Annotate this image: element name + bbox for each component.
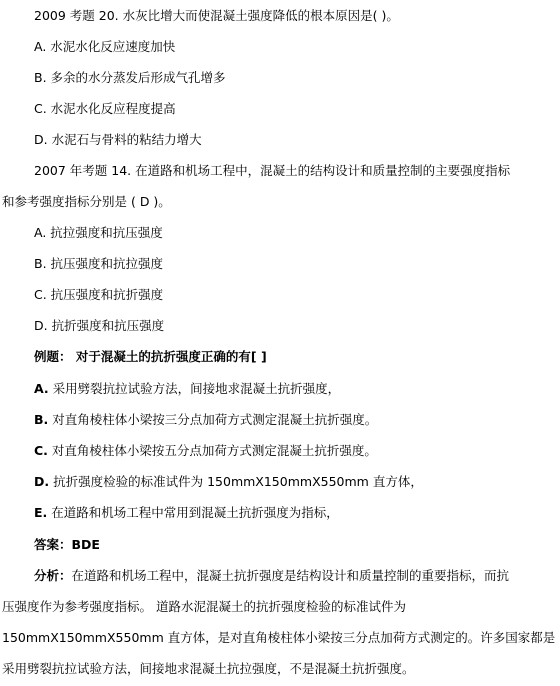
q1-stem: 2009 考题 20. 水灰比增大而使混凝土强度降低的根本原因是( )。: [34, 8, 399, 23]
analysis-text: 在道路和机场工程中，混凝土抗折强度是结构设计和质量控制的重要指标，而抗: [71, 568, 510, 583]
q1-option-c: C. 水泥水化反应程度提高: [34, 101, 176, 116]
example-option-letter: D.: [34, 474, 50, 489]
analysis-line-4: 采用劈裂抗拉试验方法，间接地求混凝土抗拉强度，不是混凝土抗折强度。: [2, 661, 415, 676]
q2-option-c: C. 抗压强度和抗折强度: [34, 287, 164, 302]
analysis-label: 分析：: [34, 568, 72, 583]
q1-option-a: A. 水泥水化反应速度加快: [34, 39, 176, 54]
example-heading-text: 对于混凝土的抗折强度正确的有[ ]: [75, 349, 267, 364]
example-option-e: [34, 505, 339, 521]
answer-label: 答案：: [34, 537, 72, 552]
analysis-line-1: [34, 568, 509, 584]
example-option-letter: C.: [34, 443, 48, 458]
example-option-b: [34, 412, 377, 428]
example-heading-label: 例题：: [34, 349, 72, 364]
example-option-text: 抗折强度检验的标准试件为 150mmX150mmX550mm 直方体，: [53, 474, 423, 489]
example-heading: [34, 349, 267, 365]
example-option-text: 在道路和机场工程中常用到混凝土抗折强度为指标，: [51, 505, 339, 520]
example-option-letter: B.: [34, 412, 49, 427]
example-option-d: [34, 474, 423, 490]
answer-line: [34, 537, 100, 553]
q1-option-d: D. 水泥石与骨料的粘结力增大: [34, 132, 202, 147]
example-option-text: 对直角棱柱体小梁按五分点加荷方式测定混凝土抗折强度。: [51, 443, 377, 458]
example-option-c: [34, 443, 377, 459]
example-option-letter: A.: [34, 381, 49, 396]
example-option-a: [34, 381, 340, 397]
q2-stem-line2: 和参考强度指标分别是 ( D )。: [2, 194, 171, 209]
q1-option-b: B. 多余的水分蒸发后形成气孔增多: [34, 70, 226, 85]
q2-option-d: D. 抗折强度和抗压强度: [34, 318, 165, 333]
example-option-text: 对直角棱柱体小梁按三分点加荷方式测定混凝土抗折强度。: [52, 412, 378, 427]
analysis-line-3: 150mmX150mmX550mm 直方体，是对直角棱柱体小梁按三分点加荷方式测定的。许多国家都是: [2, 630, 556, 645]
q2-stem-line1: 2007 年考题 14. 在道路和机场工程中，混凝土的结构设计和质量控制的主要强度指标: [34, 163, 511, 178]
example-option-text: 采用劈裂抗拉试验方法，间接地求混凝土抗折强度，: [52, 381, 341, 396]
example-option-letter: E.: [34, 505, 48, 520]
q2-option-b: B. 抗压强度和抗拉强度: [34, 256, 164, 271]
answer-value: BDE: [71, 537, 100, 552]
q2-option-a: A. 抗拉强度和抗压强度: [34, 225, 163, 240]
analysis-line-2: 压强度作为参考强度指标。 道路水泥混凝土的抗折强度检验的标准试件为: [2, 599, 406, 614]
